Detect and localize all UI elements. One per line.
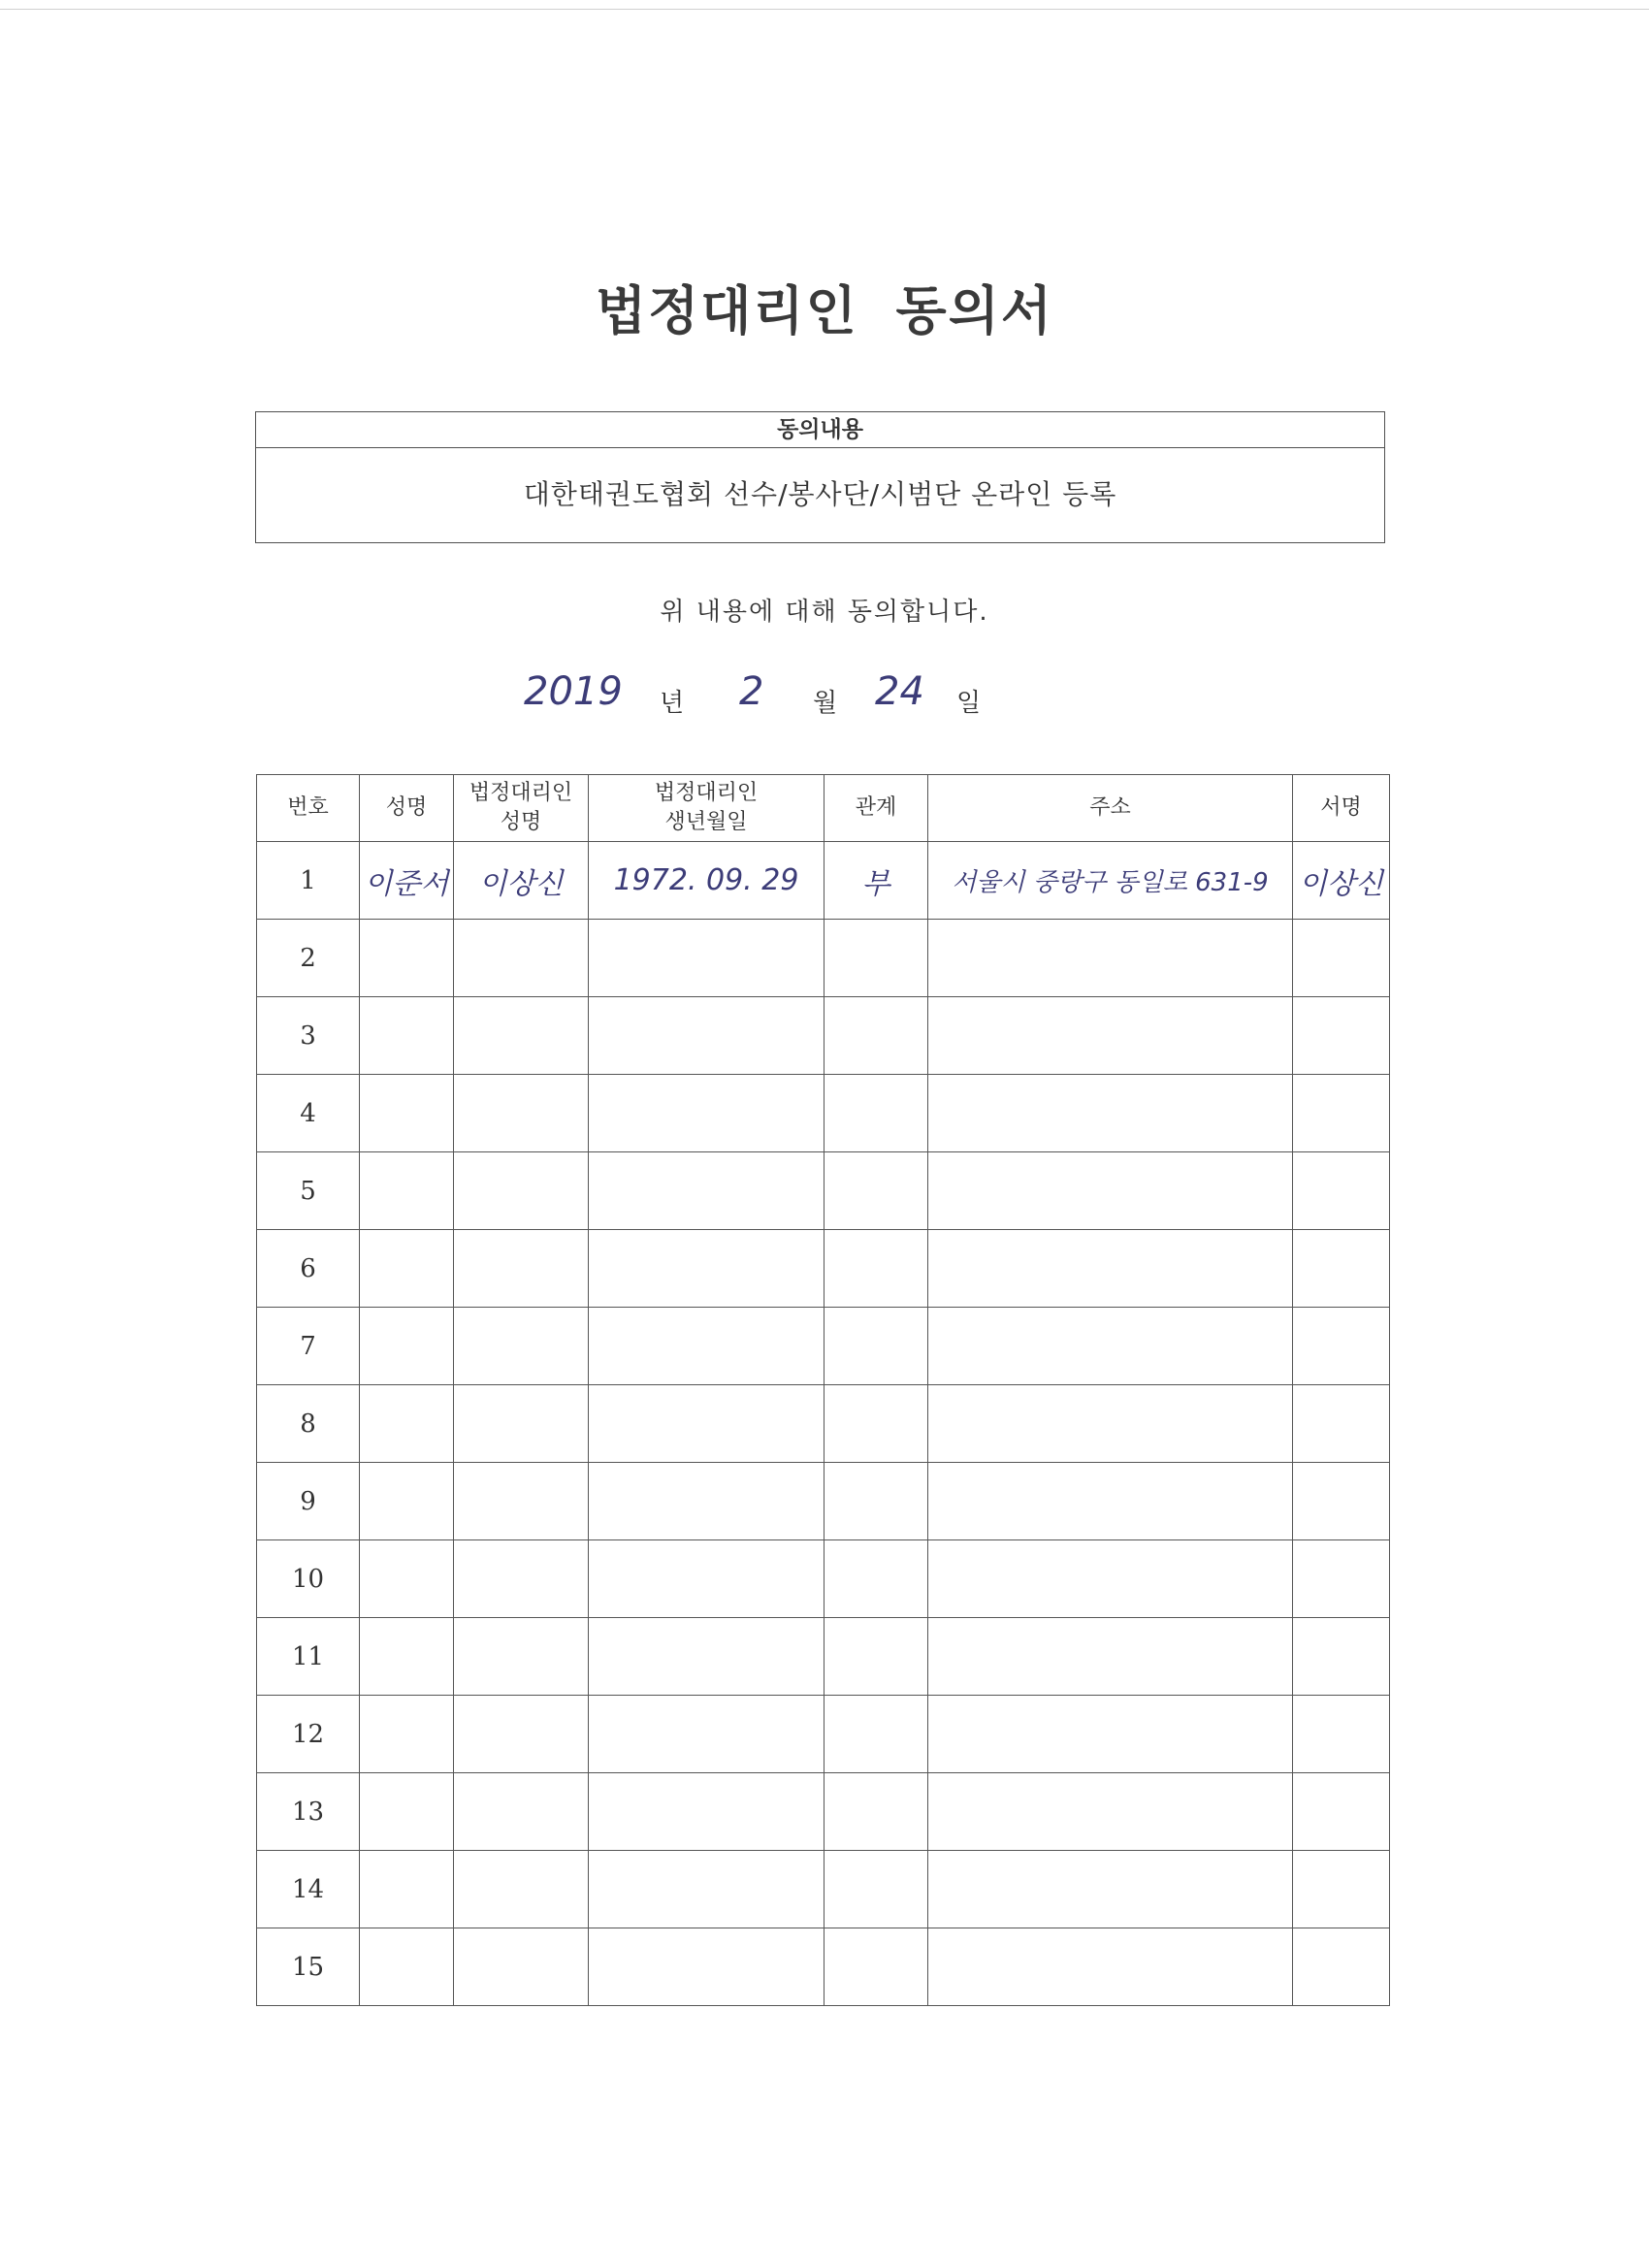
scan-top-edge [0,9,1649,10]
row-number: 6 [257,1230,360,1308]
row-guardian-birth [589,1075,824,1152]
row-signature [1293,1773,1390,1851]
row-guardian-name [454,1618,589,1696]
row-signature [1293,1463,1390,1540]
header-relation: 관계 [824,775,928,842]
row-number: 11 [257,1618,360,1696]
row-name [360,1773,454,1851]
row-address [928,1385,1293,1463]
row-name [360,1075,454,1152]
row-guardian-name [454,1463,589,1540]
row-signature [1293,1928,1390,2006]
row-relation [824,1696,928,1773]
row-relation [824,1851,928,1928]
table-row [257,1851,1390,1928]
row-signature [1293,997,1390,1075]
row-signature [1293,1075,1390,1152]
consent-statement: 위 내용에 대해 동의합니다. [660,598,989,627]
date-day-label: 일 [956,689,982,718]
row-signature [1293,1230,1390,1308]
row-relation [824,1928,928,2006]
row-guardian-birth: 1972. 09. 29 [589,842,824,920]
row-signature [1293,920,1390,997]
row-name [360,1851,454,1928]
row-guardian-birth [589,1851,824,1928]
row-relation [824,1773,928,1851]
header-name: 성명 [360,775,454,842]
row-signature [1293,1308,1390,1385]
row-relation [824,1075,928,1152]
row-name [360,1540,454,1618]
row-number: 4 [257,1075,360,1152]
row-signature [1293,1385,1390,1463]
date-month: 2 [739,669,764,714]
row-guardian-birth [589,1540,824,1618]
row-relation [824,1618,928,1696]
consent-box [255,411,1385,543]
row-name [360,1618,454,1696]
table-body [257,842,1390,2006]
row-guardian-birth [589,1230,824,1308]
table-row [257,997,1390,1075]
header-guardian-birth [589,775,824,842]
row-number: 12 [257,1696,360,1773]
row-relation [824,1152,928,1230]
row-signature [1293,1618,1390,1696]
row-number: 3 [257,997,360,1075]
table-row [257,1075,1390,1152]
row-guardian-birth [589,920,824,997]
row-number: 14 [257,1851,360,1928]
row-address [928,1851,1293,1928]
row-address [928,1540,1293,1618]
row-name [360,1696,454,1773]
row-name [360,1385,454,1463]
row-relation [824,997,928,1075]
row-signature [1293,1152,1390,1230]
row-relation [824,920,928,997]
table-row [257,1308,1390,1385]
guardian-roster-table [256,774,1390,2006]
row-guardian-name [454,1308,589,1385]
row-relation [824,1540,928,1618]
row-relation [824,1230,928,1308]
row-address [928,997,1293,1075]
row-address [928,1308,1293,1385]
row-guardian-birth [589,1308,824,1385]
row-name: 이준서 [360,842,454,920]
document-title: 법정대리인 동의서 [595,280,1054,341]
row-address [928,1230,1293,1308]
row-guardian-name [454,920,589,997]
row-number: 2 [257,920,360,997]
row-name [360,997,454,1075]
row-name [360,1230,454,1308]
header-guardian-name [454,775,589,842]
date-day: 24 [875,669,924,714]
table-header-row [257,775,1390,842]
row-guardian-birth [589,1928,824,2006]
header-guardian-name-line1: 법정대리인 [469,781,573,805]
row-number: 8 [257,1385,360,1463]
row-relation: 부 [824,842,928,920]
row-guardian-name [454,1773,589,1851]
row-signature [1293,1696,1390,1773]
consent-box-content: 대한태권도협회 선수/봉사단/시범단 온라인 등록 [523,478,1117,510]
row-signature [1293,1851,1390,1928]
table-row [257,842,1390,920]
date-year-label: 년 [660,689,685,718]
row-guardian-birth [589,1618,824,1696]
row-relation [824,1463,928,1540]
date-month-label: 월 [813,689,838,718]
row-guardian-name [454,1385,589,1463]
row-address [928,1696,1293,1773]
row-guardian-name [454,1851,589,1928]
row-relation [824,1385,928,1463]
table-row [257,1773,1390,1851]
row-address [928,1075,1293,1152]
row-guardian-name [454,1928,589,2006]
row-name [360,1463,454,1540]
row-guardian-name [454,1075,589,1152]
row-name [360,920,454,997]
row-guardian-name [454,1152,589,1230]
header-signature: 서명 [1293,775,1390,842]
row-signature: 이상신 [1293,842,1390,920]
header-guardian-birth-line2: 생년월일 [664,810,748,834]
header-guardian-birth-line1: 법정대리인 [654,781,759,805]
header-no: 번호 [257,775,360,842]
row-relation [824,1308,928,1385]
row-address [928,1773,1293,1851]
row-address: 서울시 중랑구 동일로 631-9 [928,842,1293,920]
table-row [257,1152,1390,1230]
date-line [524,669,1106,728]
row-guardian-birth [589,1152,824,1230]
row-guardian-birth [589,1463,824,1540]
row-guardian-birth [589,1696,824,1773]
row-address [928,1463,1293,1540]
row-signature [1293,1540,1390,1618]
header-guardian-name-line2: 성명 [500,810,542,834]
row-address [928,1152,1293,1230]
row-guardian-birth [589,997,824,1075]
table-row [257,1696,1390,1773]
consent-box-header: 동의내용 [256,412,1384,448]
row-number: 7 [257,1308,360,1385]
row-number: 15 [257,1928,360,2006]
row-number: 1 [257,842,360,920]
row-guardian-name [454,1540,589,1618]
row-name [360,1308,454,1385]
row-guardian-name [454,1230,589,1308]
row-number: 5 [257,1152,360,1230]
row-number: 13 [257,1773,360,1851]
table-row [257,1385,1390,1463]
table-row [257,1540,1390,1618]
row-name [360,1152,454,1230]
table-row [257,920,1390,997]
row-guardian-birth [589,1385,824,1463]
row-address [928,1618,1293,1696]
header-address: 주소 [928,775,1293,842]
table-row [257,1463,1390,1540]
row-number: 10 [257,1540,360,1618]
row-address [928,1928,1293,2006]
row-name [360,1928,454,2006]
row-guardian-name [454,1696,589,1773]
table-row [257,1618,1390,1696]
table-row [257,1230,1390,1308]
row-guardian-name [454,997,589,1075]
row-address [928,920,1293,997]
row-number: 9 [257,1463,360,1540]
table-row [257,1928,1390,2006]
date-year: 2019 [524,669,623,714]
row-guardian-name: 이상신 [454,842,589,920]
row-guardian-birth [589,1773,824,1851]
